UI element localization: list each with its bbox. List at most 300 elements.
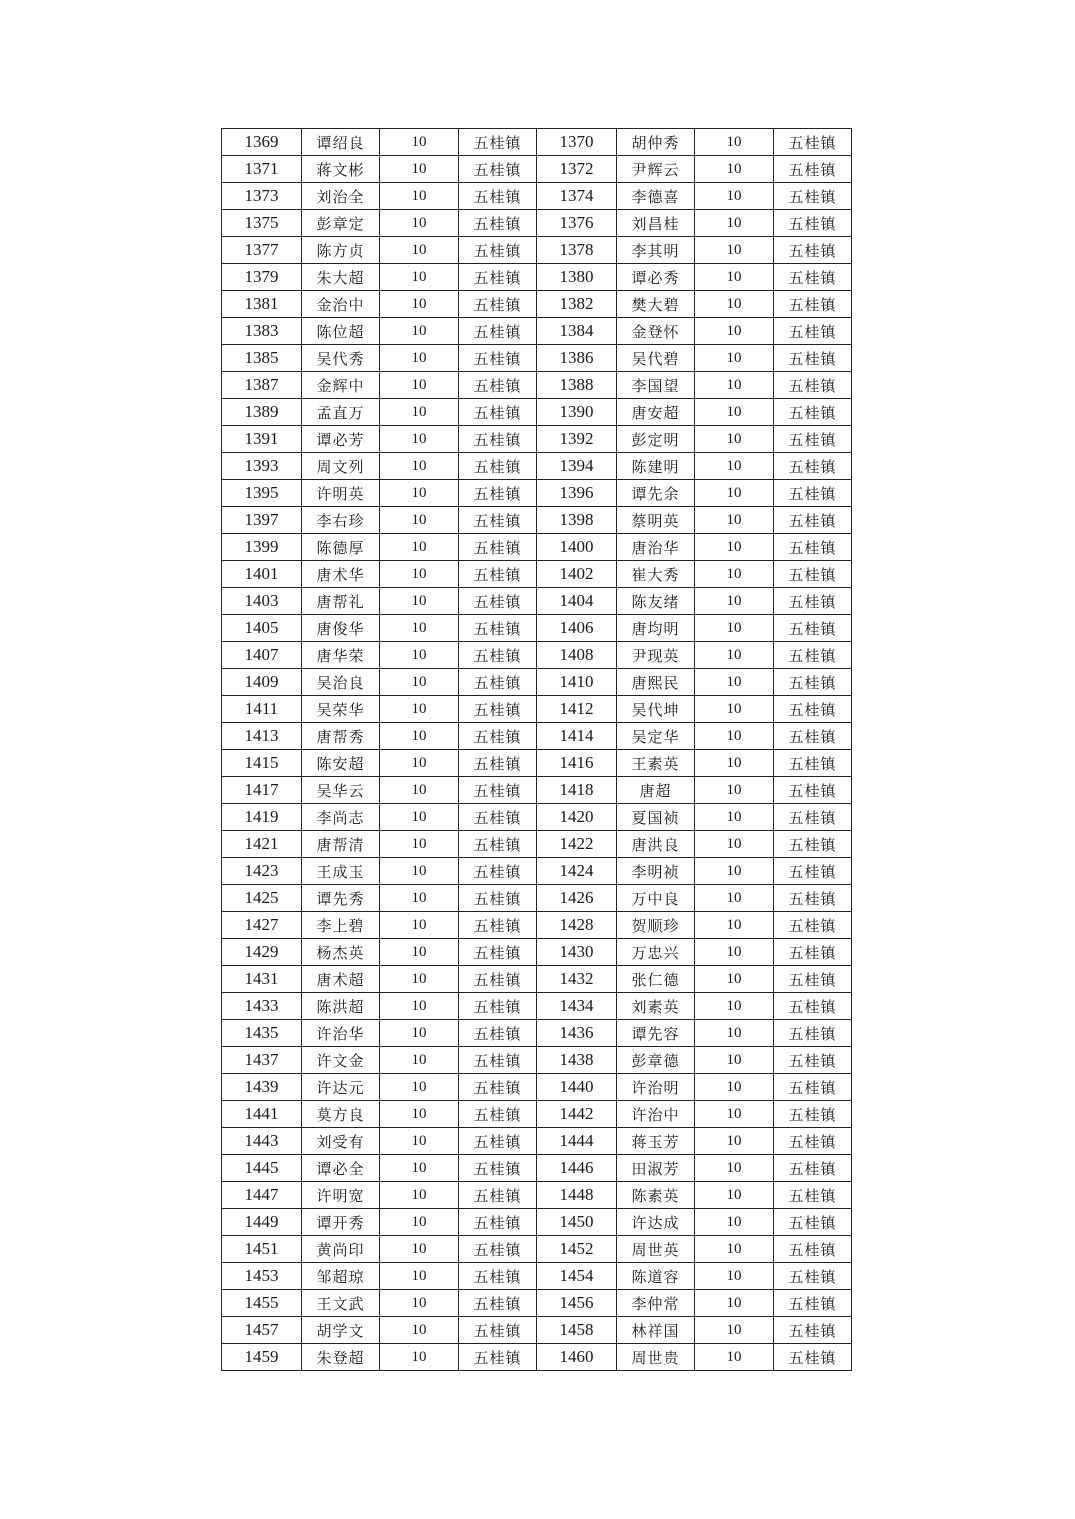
entry-amount: 10	[380, 885, 459, 912]
entry-amount: 10	[695, 1236, 774, 1263]
entry-number: 1370	[537, 129, 617, 156]
entry-town: 五桂镇	[459, 858, 537, 885]
entry-town: 五桂镇	[774, 1317, 852, 1344]
entry-number: 1460	[537, 1344, 617, 1371]
entry-town: 五桂镇	[774, 885, 852, 912]
entry-town: 五桂镇	[774, 183, 852, 210]
entry-town: 五桂镇	[774, 1209, 852, 1236]
entry-town: 五桂镇	[459, 642, 537, 669]
entry-amount: 10	[695, 1047, 774, 1074]
entry-town: 五桂镇	[774, 939, 852, 966]
entry-amount: 10	[695, 831, 774, 858]
entry-number: 1407	[222, 642, 302, 669]
entry-amount: 10	[695, 885, 774, 912]
entry-number: 1457	[222, 1317, 302, 1344]
table-row	[222, 345, 852, 372]
entry-number: 1444	[537, 1128, 617, 1155]
entry-name: 谭必全	[302, 1155, 380, 1182]
entry-number: 1389	[222, 399, 302, 426]
entry-town: 五桂镇	[459, 1236, 537, 1263]
entry-number: 1393	[222, 453, 302, 480]
entry-name: 吴治良	[302, 669, 380, 696]
entry-town: 五桂镇	[774, 1128, 852, 1155]
entry-town: 五桂镇	[774, 1047, 852, 1074]
entry-name: 李右珍	[302, 507, 380, 534]
entry-amount: 10	[695, 777, 774, 804]
table-row	[222, 264, 852, 291]
entry-amount: 10	[380, 129, 459, 156]
entry-town: 五桂镇	[774, 642, 852, 669]
entry-name: 谭先秀	[302, 885, 380, 912]
table-row	[222, 1101, 852, 1128]
table-row	[222, 291, 852, 318]
entry-name: 刘素英	[617, 993, 695, 1020]
entry-amount: 10	[695, 588, 774, 615]
entry-number: 1454	[537, 1263, 617, 1290]
entry-town: 五桂镇	[459, 1209, 537, 1236]
entry-amount: 10	[380, 669, 459, 696]
entry-town: 五桂镇	[774, 966, 852, 993]
table-row	[222, 426, 852, 453]
entry-name: 谭先容	[617, 1020, 695, 1047]
entry-name: 许治华	[302, 1020, 380, 1047]
entry-town: 五桂镇	[774, 561, 852, 588]
entry-name: 谭开秀	[302, 1209, 380, 1236]
table-row	[222, 777, 852, 804]
entry-number: 1400	[537, 534, 617, 561]
entry-amount: 10	[380, 561, 459, 588]
entry-number: 1369	[222, 129, 302, 156]
entry-town: 五桂镇	[459, 993, 537, 1020]
entry-amount: 10	[695, 669, 774, 696]
entry-number: 1383	[222, 318, 302, 345]
entry-name: 许文金	[302, 1047, 380, 1074]
entry-amount: 10	[695, 966, 774, 993]
entry-number: 1441	[222, 1101, 302, 1128]
entry-number: 1433	[222, 993, 302, 1020]
entry-town: 五桂镇	[774, 426, 852, 453]
entry-town: 五桂镇	[774, 372, 852, 399]
entry-number: 1431	[222, 966, 302, 993]
entry-town: 五桂镇	[459, 885, 537, 912]
roster-table	[221, 128, 852, 1371]
entry-name: 彭章定	[302, 210, 380, 237]
entry-town: 五桂镇	[459, 939, 537, 966]
entry-amount: 10	[695, 750, 774, 777]
entry-amount: 10	[380, 804, 459, 831]
entry-name: 黄尚印	[302, 1236, 380, 1263]
entry-name: 周世贵	[617, 1344, 695, 1371]
entry-amount: 10	[380, 1290, 459, 1317]
entry-name: 陈友绪	[617, 588, 695, 615]
entry-number: 1440	[537, 1074, 617, 1101]
entry-name: 莫方良	[302, 1101, 380, 1128]
entry-town: 五桂镇	[774, 453, 852, 480]
entry-number: 1386	[537, 345, 617, 372]
entry-number: 1401	[222, 561, 302, 588]
entry-town: 五桂镇	[774, 804, 852, 831]
entry-amount: 10	[695, 1020, 774, 1047]
entry-name: 陈道容	[617, 1263, 695, 1290]
table-row	[222, 1344, 852, 1371]
entry-name: 蔡明英	[617, 507, 695, 534]
entry-name: 陈洪超	[302, 993, 380, 1020]
entry-number: 1371	[222, 156, 302, 183]
entry-number: 1419	[222, 804, 302, 831]
entry-amount: 10	[380, 777, 459, 804]
entry-town: 五桂镇	[459, 156, 537, 183]
entry-name: 唐华荣	[302, 642, 380, 669]
table-row	[222, 1047, 852, 1074]
entry-number: 1425	[222, 885, 302, 912]
entry-amount: 10	[380, 534, 459, 561]
entry-amount: 10	[695, 345, 774, 372]
entry-amount: 10	[695, 210, 774, 237]
entry-name: 胡仲秀	[617, 129, 695, 156]
entry-town: 五桂镇	[774, 291, 852, 318]
entry-town: 五桂镇	[459, 453, 537, 480]
entry-number: 1455	[222, 1290, 302, 1317]
entry-name: 许明英	[302, 480, 380, 507]
entry-number: 1448	[537, 1182, 617, 1209]
entry-amount: 10	[380, 1182, 459, 1209]
entry-number: 1439	[222, 1074, 302, 1101]
entry-town: 五桂镇	[459, 615, 537, 642]
entry-amount: 10	[695, 561, 774, 588]
entry-number: 1453	[222, 1263, 302, 1290]
entry-name: 唐安超	[617, 399, 695, 426]
entry-name: 张仁德	[617, 966, 695, 993]
entry-name: 尹现英	[617, 642, 695, 669]
entry-amount: 10	[695, 939, 774, 966]
entry-town: 五桂镇	[459, 372, 537, 399]
entry-amount: 10	[380, 1047, 459, 1074]
entry-name: 唐帮清	[302, 831, 380, 858]
entry-town: 五桂镇	[459, 1101, 537, 1128]
entry-amount: 10	[380, 966, 459, 993]
entry-amount: 10	[380, 912, 459, 939]
entry-town: 五桂镇	[459, 1074, 537, 1101]
entry-town: 五桂镇	[459, 183, 537, 210]
entry-number: 1409	[222, 669, 302, 696]
entry-number: 1405	[222, 615, 302, 642]
entry-number: 1415	[222, 750, 302, 777]
entry-number: 1428	[537, 912, 617, 939]
entry-amount: 10	[380, 480, 459, 507]
entry-town: 五桂镇	[774, 858, 852, 885]
entry-town: 五桂镇	[459, 723, 537, 750]
entry-name: 许达元	[302, 1074, 380, 1101]
entry-amount: 10	[380, 507, 459, 534]
entry-name: 王成玉	[302, 858, 380, 885]
entry-town: 五桂镇	[459, 1020, 537, 1047]
entry-name: 唐俊华	[302, 615, 380, 642]
entry-amount: 10	[695, 1290, 774, 1317]
entry-name: 彭定明	[617, 426, 695, 453]
entry-amount: 10	[380, 210, 459, 237]
entry-amount: 10	[695, 156, 774, 183]
entry-name: 唐洪良	[617, 831, 695, 858]
entry-amount: 10	[380, 426, 459, 453]
entry-number: 1446	[537, 1155, 617, 1182]
table-row	[222, 237, 852, 264]
entry-name: 刘昌桂	[617, 210, 695, 237]
entry-town: 五桂镇	[774, 1236, 852, 1263]
entry-amount: 10	[380, 1155, 459, 1182]
entry-town: 五桂镇	[774, 669, 852, 696]
entry-name: 田淑芳	[617, 1155, 695, 1182]
table-row	[222, 561, 852, 588]
entry-name: 唐术华	[302, 561, 380, 588]
entry-name: 周世英	[617, 1236, 695, 1263]
table-row	[222, 210, 852, 237]
table-row	[222, 1074, 852, 1101]
entry-town: 五桂镇	[459, 534, 537, 561]
entry-number: 1418	[537, 777, 617, 804]
entry-amount: 10	[695, 912, 774, 939]
entry-name: 李德喜	[617, 183, 695, 210]
entry-name: 蒋文彬	[302, 156, 380, 183]
entry-town: 五桂镇	[459, 1155, 537, 1182]
entry-name: 樊大碧	[617, 291, 695, 318]
entry-name: 吴代坤	[617, 696, 695, 723]
entry-town: 五桂镇	[459, 1344, 537, 1371]
entry-number: 1451	[222, 1236, 302, 1263]
table-row	[222, 939, 852, 966]
entry-number: 1382	[537, 291, 617, 318]
entry-name: 陈建明	[617, 453, 695, 480]
entry-amount: 10	[380, 1263, 459, 1290]
entry-number: 1380	[537, 264, 617, 291]
entry-amount: 10	[380, 183, 459, 210]
entry-town: 五桂镇	[459, 318, 537, 345]
entry-amount: 10	[695, 1128, 774, 1155]
entry-name: 朱登超	[302, 1344, 380, 1371]
entry-name: 夏国祯	[617, 804, 695, 831]
entry-number: 1374	[537, 183, 617, 210]
entry-town: 五桂镇	[459, 696, 537, 723]
entry-town: 五桂镇	[459, 1290, 537, 1317]
entry-number: 1432	[537, 966, 617, 993]
entry-number: 1406	[537, 615, 617, 642]
table-row	[222, 1155, 852, 1182]
entry-number: 1403	[222, 588, 302, 615]
entry-number: 1458	[537, 1317, 617, 1344]
entry-amount: 10	[380, 642, 459, 669]
entry-name: 李仲常	[617, 1290, 695, 1317]
entry-town: 五桂镇	[459, 1317, 537, 1344]
entry-town: 五桂镇	[459, 588, 537, 615]
table-row	[222, 750, 852, 777]
entry-amount: 10	[380, 1020, 459, 1047]
entry-name: 金登怀	[617, 318, 695, 345]
table-row	[222, 1236, 852, 1263]
entry-town: 五桂镇	[459, 210, 537, 237]
entry-town: 五桂镇	[774, 588, 852, 615]
entry-number: 1388	[537, 372, 617, 399]
entry-amount: 10	[380, 1317, 459, 1344]
entry-amount: 10	[695, 804, 774, 831]
entry-town: 五桂镇	[459, 750, 537, 777]
entry-amount: 10	[380, 156, 459, 183]
entry-number: 1436	[537, 1020, 617, 1047]
entry-amount: 10	[695, 642, 774, 669]
entry-town: 五桂镇	[459, 507, 537, 534]
entry-number: 1397	[222, 507, 302, 534]
entry-amount: 10	[380, 615, 459, 642]
entry-number: 1438	[537, 1047, 617, 1074]
entry-number: 1437	[222, 1047, 302, 1074]
entry-town: 五桂镇	[459, 426, 537, 453]
entry-name: 贺顺珍	[617, 912, 695, 939]
entry-name: 陈德厚	[302, 534, 380, 561]
entry-town: 五桂镇	[459, 264, 537, 291]
entry-amount: 10	[695, 615, 774, 642]
entry-number: 1445	[222, 1155, 302, 1182]
entry-amount: 10	[695, 534, 774, 561]
entry-town: 五桂镇	[774, 1344, 852, 1371]
entry-number: 1396	[537, 480, 617, 507]
entry-number: 1381	[222, 291, 302, 318]
entry-town: 五桂镇	[774, 156, 852, 183]
table-row	[222, 966, 852, 993]
entry-amount: 10	[380, 1074, 459, 1101]
entry-name: 许达成	[617, 1209, 695, 1236]
entry-name: 谭必芳	[302, 426, 380, 453]
entry-name: 许明宽	[302, 1182, 380, 1209]
entry-amount: 10	[695, 1263, 774, 1290]
table-row	[222, 912, 852, 939]
entry-number: 1391	[222, 426, 302, 453]
entry-amount: 10	[380, 237, 459, 264]
entry-amount: 10	[380, 1344, 459, 1371]
entry-amount: 10	[380, 345, 459, 372]
entry-number: 1452	[537, 1236, 617, 1263]
entry-town: 五桂镇	[774, 1020, 852, 1047]
entry-number: 1414	[537, 723, 617, 750]
entry-name: 唐治华	[617, 534, 695, 561]
entry-number: 1408	[537, 642, 617, 669]
entry-name: 李国望	[617, 372, 695, 399]
entry-name: 吴华云	[302, 777, 380, 804]
entry-amount: 10	[380, 993, 459, 1020]
entry-name: 胡学文	[302, 1317, 380, 1344]
entry-name: 唐术超	[302, 966, 380, 993]
table-row	[222, 318, 852, 345]
entry-number: 1435	[222, 1020, 302, 1047]
entry-name: 李明祯	[617, 858, 695, 885]
entry-name: 吴荣华	[302, 696, 380, 723]
entry-amount: 10	[695, 453, 774, 480]
entry-name: 王文武	[302, 1290, 380, 1317]
table-row	[222, 453, 852, 480]
entry-town: 五桂镇	[459, 561, 537, 588]
entry-town: 五桂镇	[774, 723, 852, 750]
entry-number: 1423	[222, 858, 302, 885]
entry-name: 谭必秀	[617, 264, 695, 291]
entry-number: 1450	[537, 1209, 617, 1236]
roster-body	[222, 129, 852, 1371]
entry-number: 1424	[537, 858, 617, 885]
entry-town: 五桂镇	[774, 237, 852, 264]
entry-name: 蒋玉芳	[617, 1128, 695, 1155]
entry-town: 五桂镇	[459, 480, 537, 507]
entry-name: 唐均明	[617, 615, 695, 642]
entry-amount: 10	[695, 1317, 774, 1344]
entry-name: 邹超琼	[302, 1263, 380, 1290]
entry-town: 五桂镇	[774, 129, 852, 156]
entry-town: 五桂镇	[459, 777, 537, 804]
entry-name: 刘受有	[302, 1128, 380, 1155]
entry-number: 1410	[537, 669, 617, 696]
entry-amount: 10	[695, 1182, 774, 1209]
entry-town: 五桂镇	[774, 1263, 852, 1290]
entry-name: 周文列	[302, 453, 380, 480]
entry-amount: 10	[695, 993, 774, 1020]
entry-amount: 10	[695, 291, 774, 318]
entry-amount: 10	[380, 723, 459, 750]
table-row	[222, 1209, 852, 1236]
entry-town: 五桂镇	[459, 1263, 537, 1290]
entry-amount: 10	[380, 939, 459, 966]
entry-name: 林祥国	[617, 1317, 695, 1344]
table-row	[222, 183, 852, 210]
entry-amount: 10	[380, 750, 459, 777]
entry-number: 1429	[222, 939, 302, 966]
entry-number: 1390	[537, 399, 617, 426]
table-row	[222, 534, 852, 561]
entry-town: 五桂镇	[774, 831, 852, 858]
entry-number: 1449	[222, 1209, 302, 1236]
entry-amount: 10	[695, 264, 774, 291]
table-row	[222, 804, 852, 831]
entry-name: 孟直万	[302, 399, 380, 426]
entry-number: 1392	[537, 426, 617, 453]
entry-town: 五桂镇	[459, 1047, 537, 1074]
entry-town: 五桂镇	[459, 291, 537, 318]
entry-number: 1421	[222, 831, 302, 858]
table-row	[222, 1290, 852, 1317]
entry-name: 唐帮秀	[302, 723, 380, 750]
entry-number: 1372	[537, 156, 617, 183]
entry-town: 五桂镇	[774, 507, 852, 534]
table-row	[222, 669, 852, 696]
entry-number: 1426	[537, 885, 617, 912]
table-row	[222, 993, 852, 1020]
entry-town: 五桂镇	[774, 1155, 852, 1182]
entry-name: 王素英	[617, 750, 695, 777]
entry-number: 1447	[222, 1182, 302, 1209]
entry-name: 彭章德	[617, 1047, 695, 1074]
entry-amount: 10	[380, 1128, 459, 1155]
entry-amount: 10	[695, 399, 774, 426]
entry-name: 陈素英	[617, 1182, 695, 1209]
entry-name: 吴定华	[617, 723, 695, 750]
entry-amount: 10	[380, 291, 459, 318]
entry-amount: 10	[695, 129, 774, 156]
entry-name: 唐帮礼	[302, 588, 380, 615]
table-row	[222, 129, 852, 156]
table-row	[222, 1263, 852, 1290]
entry-number: 1422	[537, 831, 617, 858]
entry-amount: 10	[380, 831, 459, 858]
table-row	[222, 399, 852, 426]
entry-amount: 10	[695, 1074, 774, 1101]
entry-name: 许治明	[617, 1074, 695, 1101]
table-row	[222, 696, 852, 723]
entry-amount: 10	[380, 372, 459, 399]
entry-amount: 10	[695, 858, 774, 885]
